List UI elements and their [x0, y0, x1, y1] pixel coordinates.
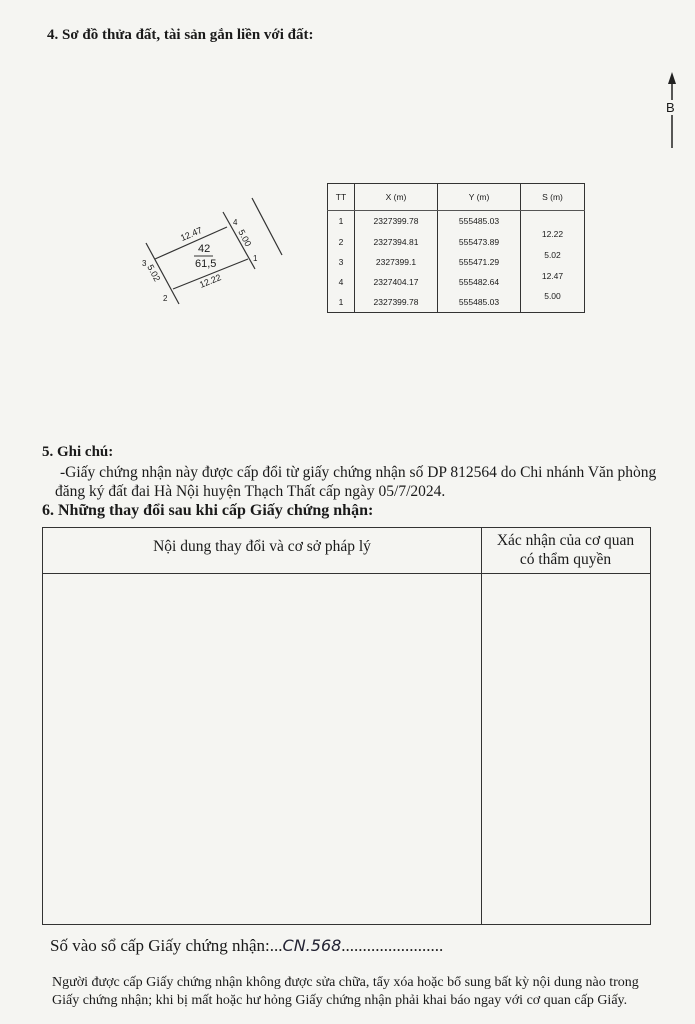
parcel-number: 42	[198, 243, 211, 255]
section6-title: 6. Những thay đổi sau khi cấp Giấy chứng nhận:	[42, 502, 374, 519]
north-label: B	[666, 100, 675, 115]
point-4: 4	[233, 218, 238, 227]
changes-table	[42, 527, 651, 925]
coordinate-table	[327, 183, 585, 313]
section5-title: 5. Ghi chú:	[42, 444, 114, 460]
table-row: 3 2327399.1 555471.29	[328, 252, 585, 272]
table-row: 1 2327399.78 555485.03 12.22 5.02 12.47 5.00	[328, 211, 585, 232]
point-2: 2	[163, 294, 168, 303]
distance-cell: 12.22 5.02 12.47 5.00	[521, 211, 585, 313]
header-change-content: Nội dung thay đổi và cơ sở pháp lý	[153, 538, 371, 555]
north-arrow	[660, 70, 684, 150]
section4-title: 4. Sơ đồ thửa đất, tài sản gắn liền với đất:	[47, 27, 314, 43]
edge-label-2-3: 5.02	[145, 262, 163, 284]
header-s: S (m)	[521, 184, 585, 211]
note-line-2: đăng ký đất đai Hà Nội huyện Thạch Thất cấp ngày 05/7/2024.	[55, 483, 446, 500]
header-tt: TT	[328, 184, 355, 211]
point-3: 3	[142, 259, 147, 268]
footer-line-2: Giấy chứng nhận; khi bị mất hoặc hư hỏng Giấy chứng nhận phải khai báo ngay với cơ quan cấp Giấy.	[52, 993, 628, 1008]
registry-label: Số vào sổ cấp Giấy chứng nhận:...	[50, 936, 283, 955]
parcel-area: 61,5	[195, 258, 217, 270]
header-x: X (m)	[355, 184, 438, 211]
registry-number: Số vào sổ cấp Giấy chứng nhận:...CN.568........................	[50, 936, 444, 955]
point-1: 1	[253, 254, 258, 263]
table-row: 1 2327399.78 555485.03	[328, 292, 585, 313]
header-y: Y (m)	[438, 184, 521, 211]
registry-value: CN.568	[282, 936, 342, 955]
edge-label-3-4: 12.47	[178, 224, 204, 244]
note-line-1: -Giấy chứng nhận này được cấp đổi từ giấy chứng nhận số DP 812564 do Chi nhánh Văn phòng	[60, 464, 657, 481]
edge-label-4-1: 5.00	[236, 227, 254, 249]
edge-label-1-2: 12.22	[197, 272, 223, 290]
header-authority-confirmation: Xác nhận của cơ quan có thẩm quyền	[496, 532, 635, 568]
footer-line-1: Người được cấp Giấy chứng nhận không được sửa chữa, tẩy xóa hoặc bổ sung bất kỳ nội dung nào trong	[52, 975, 639, 990]
table-row: 4 2327404.17 555482.64	[328, 272, 585, 292]
table-row: 2 2327394.81 555473.89	[328, 232, 585, 252]
neighbor-line	[252, 198, 282, 255]
